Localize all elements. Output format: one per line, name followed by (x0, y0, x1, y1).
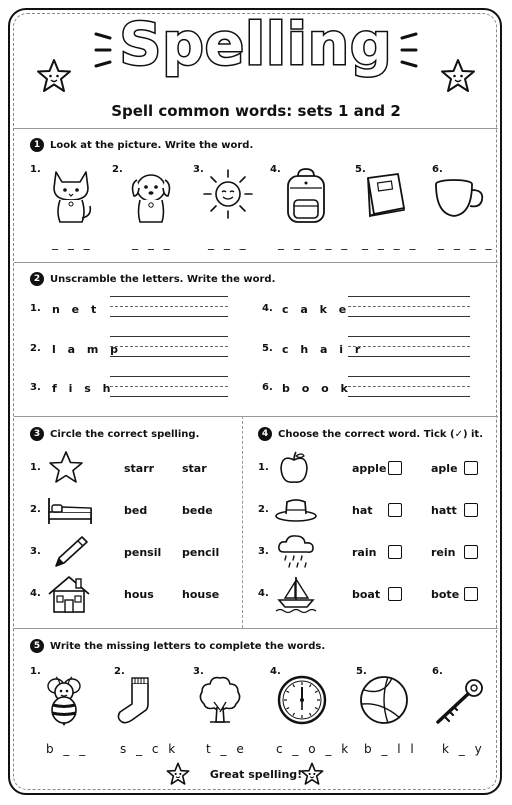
column-divider (242, 416, 243, 628)
rain-cloud-icon (276, 532, 316, 570)
missing-letters-word[interactable]: s _ c k (120, 742, 179, 756)
item-number: 4. (270, 164, 281, 175)
missing-letters-word[interactable]: b _ l l (364, 742, 417, 756)
section-instruction: Look at the picture. Write the word. (50, 139, 254, 151)
tree-icon (196, 674, 244, 726)
tick-checkbox[interactable] (464, 545, 478, 559)
hat-icon (274, 496, 318, 526)
ball-icon (358, 674, 410, 726)
spelling-option[interactable]: pensil (124, 546, 162, 559)
tick-checkbox[interactable] (388, 503, 402, 517)
boat-icon (274, 574, 318, 614)
missing-letters-word[interactable]: c _ o _ k (276, 742, 352, 756)
scrambled-word: f i s h (52, 382, 115, 395)
spelling-option[interactable]: house (182, 588, 220, 601)
star-icon (48, 450, 84, 484)
page-title: Spelling (119, 10, 393, 78)
section-4-heading (258, 427, 483, 441)
spelling-option[interactable]: hous (124, 588, 154, 601)
word-option: hat (352, 504, 373, 517)
answer-blanks[interactable]: _ _ _ _ (438, 236, 495, 250)
writing-line[interactable] (110, 336, 228, 337)
item-number: 4. (270, 666, 281, 677)
page-subtitle: Spell common words: sets 1 and 2 (111, 102, 401, 120)
scrambled-word: b o o k (282, 382, 352, 395)
tick-checkbox[interactable] (464, 461, 478, 475)
item-number: 5. (262, 343, 273, 354)
writing-line-dashed[interactable] (110, 306, 228, 307)
writing-line[interactable] (110, 376, 228, 377)
writing-line[interactable] (348, 316, 470, 317)
pencil-icon (50, 534, 90, 570)
sock-icon (114, 676, 158, 726)
word-option: rain (352, 546, 377, 559)
answer-blanks[interactable]: _ _ _ (132, 236, 173, 250)
answer-blanks[interactable]: _ _ _ _ (362, 236, 419, 250)
item-number: 6. (262, 382, 273, 393)
section-1-heading (30, 138, 253, 152)
backpack-icon (280, 166, 332, 228)
item-number: 4. (30, 588, 41, 599)
item-number: 2. (30, 343, 41, 354)
cat-icon (48, 166, 94, 226)
divider (14, 262, 498, 263)
word-option: boat (352, 588, 381, 601)
section-instruction: Choose the correct word. Tick (✓) it. (278, 428, 484, 440)
key-icon (432, 676, 486, 726)
writing-line-dashed[interactable] (110, 386, 228, 387)
book-icon (360, 170, 412, 222)
spelling-option[interactable]: starr (124, 462, 155, 475)
divider (14, 628, 498, 629)
writing-line[interactable] (348, 336, 470, 337)
spelling-option[interactable]: bed (124, 504, 148, 517)
section-number-badge: 4 (258, 427, 272, 441)
tick-checkbox[interactable] (464, 503, 478, 517)
writing-line[interactable] (348, 356, 470, 357)
answer-blanks[interactable]: _ _ _ _ _ (278, 236, 351, 250)
writing-line[interactable] (348, 296, 470, 297)
word-option: aple (431, 462, 458, 475)
section-instruction: Write the missing letters to complete the words. (50, 640, 326, 652)
scrambled-word: n e t (52, 303, 101, 316)
item-number: 1. (30, 462, 41, 473)
word-option: rein (431, 546, 456, 559)
word-option: hatt (431, 504, 457, 517)
item-number: 5. (355, 164, 366, 175)
word-option: bote (431, 588, 460, 601)
item-number: 1. (30, 303, 41, 314)
spelling-option[interactable]: star (182, 462, 207, 475)
writing-line[interactable] (110, 396, 228, 397)
section-number-badge: 3 (30, 427, 44, 441)
item-number: 3. (30, 546, 41, 557)
tick-checkbox[interactable] (388, 587, 402, 601)
item-number: 5. (356, 666, 367, 677)
word-option: apple (352, 462, 387, 475)
writing-line[interactable] (110, 356, 228, 357)
section-number-badge: 1 (30, 138, 44, 152)
item-number: 2. (112, 164, 123, 175)
tick-checkbox[interactable] (388, 545, 402, 559)
divider (14, 416, 498, 417)
writing-line[interactable] (348, 396, 470, 397)
missing-letters-word[interactable]: b _ _ (46, 742, 89, 756)
section-number-badge: 2 (30, 272, 44, 286)
item-number: 4. (262, 303, 273, 314)
scrambled-word: c h a i r (282, 343, 365, 356)
item-number: 1. (258, 462, 269, 473)
item-number: 3. (30, 382, 41, 393)
answer-blanks[interactable]: _ _ _ (52, 236, 93, 250)
footer-message: Great spelling! (209, 768, 303, 781)
item-number: 3. (193, 164, 204, 175)
item-number: 2. (114, 666, 125, 677)
section-5-heading (30, 639, 325, 653)
writing-line[interactable] (348, 376, 470, 377)
item-number: 1. (30, 164, 41, 175)
answer-blanks[interactable]: _ _ _ (208, 236, 249, 250)
item-number: 1. (30, 666, 41, 677)
apple-icon (278, 450, 310, 486)
item-number: 4. (258, 588, 269, 599)
bee-icon (38, 674, 90, 726)
spelling-option[interactable]: pencil (182, 546, 220, 559)
item-number: 2. (258, 504, 269, 515)
item-number: 3. (258, 546, 269, 557)
scrambled-word: c a k e (282, 303, 351, 316)
section-number-badge: 5 (30, 639, 44, 653)
dog-icon (128, 166, 174, 226)
cup-icon (432, 176, 486, 220)
item-number: 2. (30, 504, 41, 515)
scrambled-word: l a m p (52, 343, 123, 356)
item-number: 3. (193, 666, 204, 677)
clock-icon (276, 674, 328, 726)
writing-line[interactable] (110, 296, 228, 297)
missing-letters-word[interactable]: t _ e (206, 742, 247, 756)
tick-checkbox[interactable] (388, 461, 402, 475)
section-3-heading (30, 427, 199, 441)
spelling-option[interactable]: bede (182, 504, 213, 517)
item-number: 6. (432, 666, 443, 677)
writing-line-dashed[interactable] (348, 306, 470, 307)
tick-checkbox[interactable] (464, 587, 478, 601)
writing-line-dashed[interactable] (348, 346, 470, 347)
section-instruction: Unscramble the letters. Write the word. (50, 273, 276, 285)
writing-line-dashed[interactable] (348, 386, 470, 387)
bed-icon (46, 496, 94, 526)
sun-icon (200, 166, 256, 222)
divider (14, 128, 498, 129)
house-icon (46, 574, 92, 614)
writing-line-dashed[interactable] (110, 346, 228, 347)
item-number: 6. (432, 164, 443, 175)
section-instruction: Circle the correct spelling. (50, 428, 200, 440)
section-2-heading (30, 272, 275, 286)
writing-line[interactable] (110, 316, 228, 317)
missing-letters-word[interactable]: k _ y (442, 742, 485, 756)
